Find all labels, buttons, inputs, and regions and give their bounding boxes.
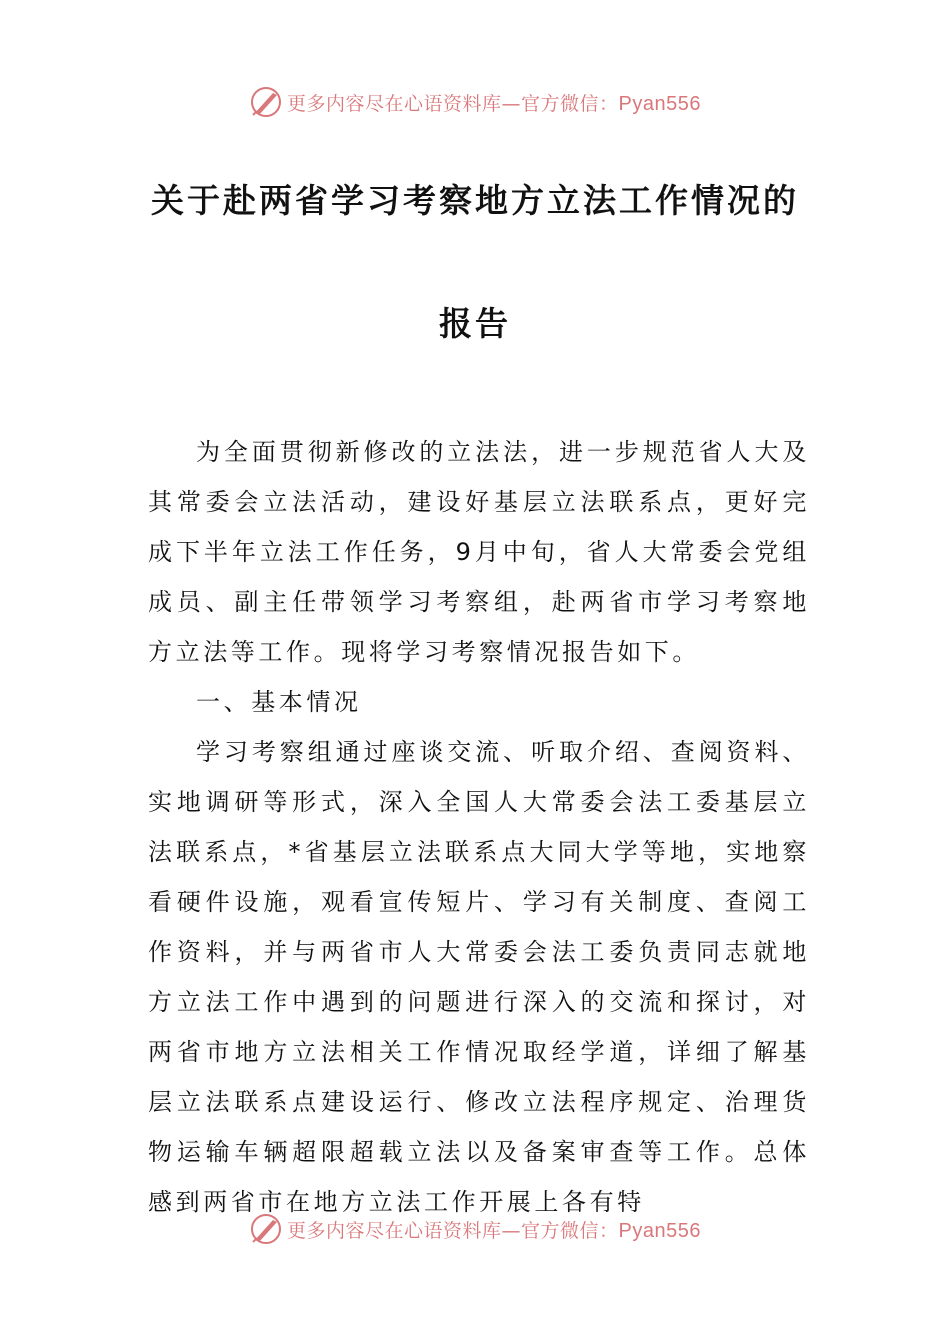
document-body	[148, 427, 810, 1227]
document-title-line2: 报告	[439, 304, 511, 343]
pen-logo-icon	[249, 1212, 283, 1246]
body-paragraph: 学习考察组通过座谈交流、听取介绍、查阅资料、实地调研等形式，深入全国人大常委会法工委基层立法联系点，*省基层立法联系点大同大学等地，实地察看硬件设施，观看宣传短片、学习有关制度、查阅工作资料，并与两省市人大常委会法工委负责同志就地方立法工作中遇到的问题进行深入的交流和探讨，对两省市地方立法相关工作情况取经学道，详细了解基层立法联系点建设运行、修改立法程序规定、治理货物运输车辆超限超载立法以及备案审查等工作。总体感到两省市在地方立法工作开展上各有特	[148, 738, 810, 1216]
watermark-text: 更多内容尽在心语资料库—官方微信：Pyan556	[287, 1219, 701, 1242]
section-heading: 一、基本情况	[196, 688, 362, 716]
watermark-text: 更多内容尽在心语资料库—官方微信：Pyan556	[287, 92, 701, 115]
watermark-header	[0, 82, 950, 122]
intro-paragraph: 为全面贯彻新修改的立法法，进一步规范省人大及其常委会立法活动，建设好基层立法联系点，更好完成下半年立法工作任务，9月中旬，省人大常委会党组成员、副主任带领学习考察组，赴两省市学习考察地方立法等工作。现将学习考察情况报告如下。	[148, 438, 810, 666]
watermark-footer	[0, 1209, 950, 1249]
pen-logo-icon	[249, 85, 283, 119]
document-title-line1: 关于赴两省学习考察地方立法工作情况的	[151, 181, 799, 220]
